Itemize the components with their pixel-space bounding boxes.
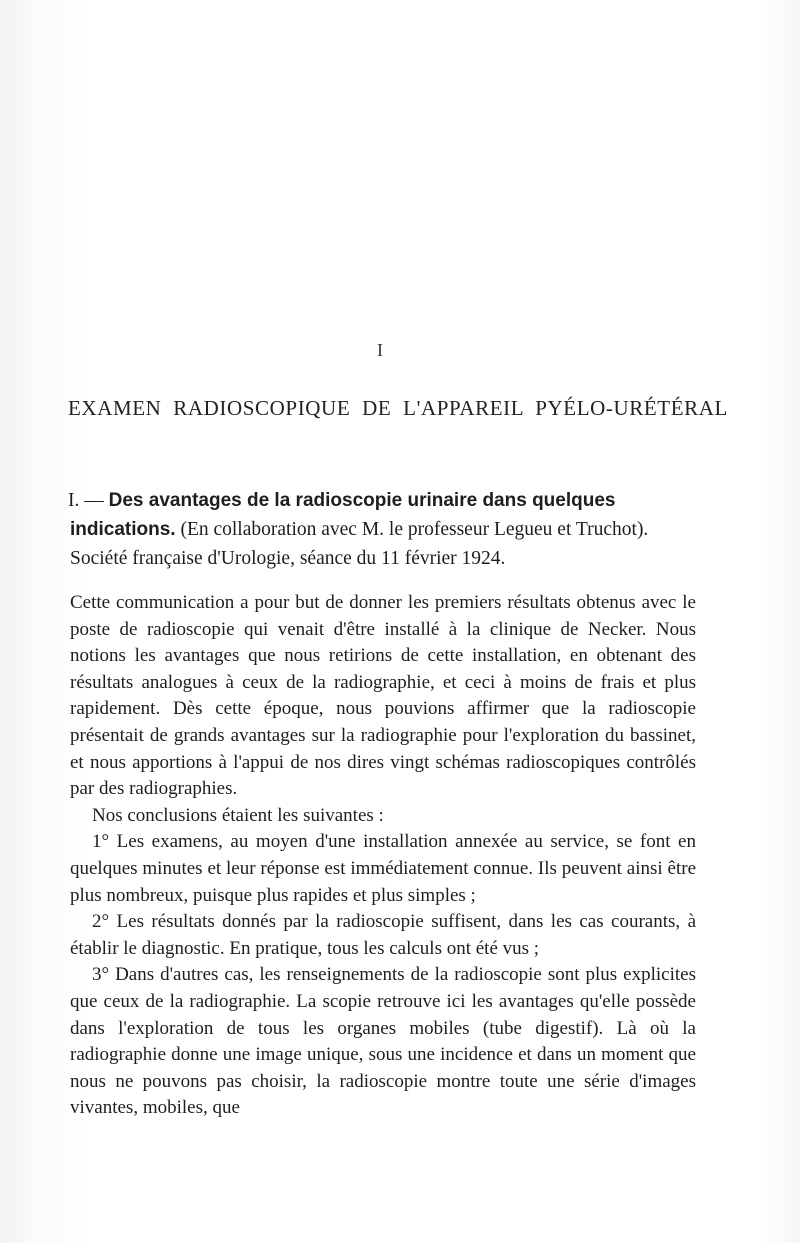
body-text xyxy=(70,590,696,1122)
paragraph: Cette communication a pour but de donner les premiers résultats obtenus avec le poste de radioscopie qui venait d'être installé à la clinique de Necker. Nous notions les avantages que nous retirions de cette installation, en obtenant des résultats analogues à ceux de la radiographie, et ceci à moins de frais et plus rapidement. Dès cette époque, nous pouvions affirmer que la radioscopie présentait de grands avantages sur la radiographie pour l'exploration du bassinet, et nous apportions à l'appui de nos dires vingt schémas radioscopiques contrôlés par des radiographies. xyxy=(70,592,696,800)
paragraph: 2° Les résultats donnés par la radioscopie suffisent, dans les cas courants, à établir le diagnostic. En pratique, tous les calculs ont été vus ; xyxy=(70,911,696,959)
entry-number: I. — xyxy=(68,490,104,511)
chapter-number: I xyxy=(377,340,383,360)
publication-entry xyxy=(70,486,696,573)
paragraph: Nos conclusions étaient les suivantes : xyxy=(92,804,384,826)
paragraph: 3° Dans d'autres cas, les renseignements de la radioscopie sont plus explicites que ceux de la radiographie. La scopie retrouve ici les avantages qu'elle possède dans l'exploration de tous les organes mobiles (tube digestif). Là où la radiographie donne une image unique, sous une incidence et dans un moment que nous ne pouvons pas choisir, la radioscopie montre toute une série d'images vivantes, mobiles, que xyxy=(70,964,696,1119)
chapter-title: EXAMEN RADIOSCOPIQUE DE L'APPAREIL PYÉLO-URÉTÉRAL xyxy=(68,396,728,420)
entry-title: Des avantages de la radioscopie urinaire dans quelques indications. xyxy=(70,490,616,540)
paragraph: 1° Les examens, au moyen d'une installation annexée au service, se font en quelques minutes et leur réponse est immédiatement connue. Ils peuvent ainsi être plus nombreux, puisque plus rapides et plus simples ; xyxy=(70,831,696,906)
entry-details: (En collaboration avec M. le professeur Legueu et Truchot). Société française d'Urologie, séance du 11 février 1924. xyxy=(70,519,649,569)
